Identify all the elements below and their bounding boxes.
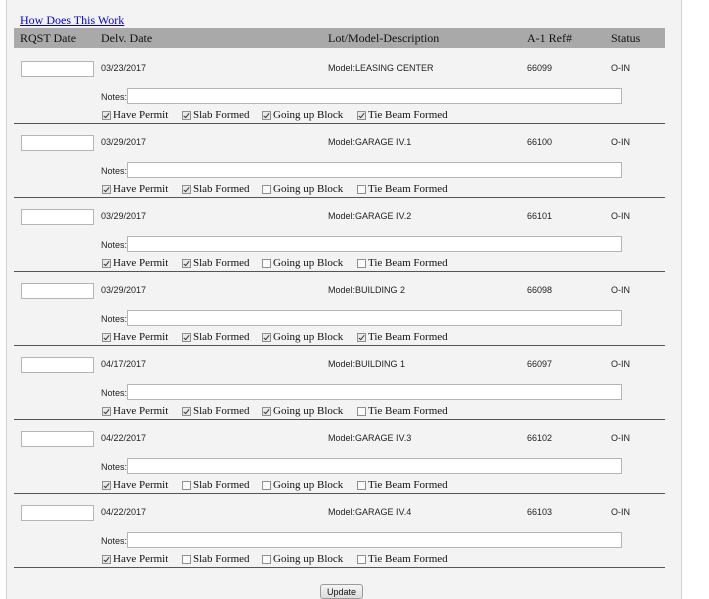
table-row xyxy=(14,272,665,346)
checkbox-label: Tie Beam Formed xyxy=(368,257,448,269)
ref-cell: 66097 xyxy=(527,359,553,369)
delv-date-cell: 04/22/2017 xyxy=(101,507,147,517)
unchecked-box-icon[interactable] xyxy=(182,481,191,490)
delv-date-cell: 03/23/2017 xyxy=(101,63,147,73)
notes-label: Notes: xyxy=(101,388,128,398)
unchecked-box-icon[interactable] xyxy=(357,259,366,268)
checkbox-label: Going up Block xyxy=(273,553,344,565)
col-lot-model: Lot/Model-Description xyxy=(328,31,440,45)
model-cell: Model:GARAGE IV.3 xyxy=(328,433,412,443)
notes-input[interactable] xyxy=(127,458,622,474)
status-cell: O-IN xyxy=(611,211,630,221)
delv-date-cell: 03/29/2017 xyxy=(101,137,147,147)
delv-date-cell: 04/22/2017 xyxy=(101,433,147,443)
table-row xyxy=(14,124,665,198)
col-ref: A-1 Ref# xyxy=(527,31,572,45)
delv-date-cell: 03/29/2017 xyxy=(101,285,147,295)
ref-cell: 66098 xyxy=(527,285,553,295)
checkbox-label: Have Permit xyxy=(113,183,169,195)
checkbox-label: Slab Formed xyxy=(193,553,250,565)
update-button[interactable]: Update xyxy=(320,584,363,599)
ref-cell: 66101 xyxy=(527,211,553,221)
ref-cell: 66100 xyxy=(527,137,553,147)
checked-box-icon[interactable] xyxy=(182,185,191,194)
going-up-block-checkbox[interactable] xyxy=(262,109,357,121)
checkbox-label: Going up Block xyxy=(273,109,344,121)
model-cell: Model:GARAGE IV.2 xyxy=(328,211,412,221)
table-row xyxy=(14,420,665,494)
rqst-date-input[interactable] xyxy=(21,135,94,151)
checkbox-label: Have Permit xyxy=(113,109,169,121)
checkbox-label: Tie Beam Formed xyxy=(368,183,448,195)
unchecked-box-icon[interactable] xyxy=(357,185,366,194)
delv-date-cell: 04/17/2017 xyxy=(101,359,147,369)
col-rqst-date: RQST Date xyxy=(20,31,77,45)
going-up-block-checkbox[interactable] xyxy=(262,257,357,269)
notes-input[interactable] xyxy=(127,532,622,548)
table-row xyxy=(14,346,665,420)
table-row xyxy=(14,494,665,568)
notes-input[interactable] xyxy=(127,162,622,178)
have-permit-checkbox[interactable] xyxy=(102,553,182,565)
going-up-block-checkbox[interactable] xyxy=(262,331,357,343)
checkbox-label: Tie Beam Formed xyxy=(368,331,448,343)
have-permit-checkbox[interactable] xyxy=(102,109,182,121)
notes-label: Notes: xyxy=(101,462,128,472)
checkbox-label: Slab Formed xyxy=(193,109,250,121)
tie-beam-formed-checkbox[interactable] xyxy=(357,183,457,195)
tie-beam-formed-checkbox[interactable] xyxy=(357,405,457,417)
checked-box-icon[interactable] xyxy=(182,259,191,268)
checked-box-icon[interactable] xyxy=(262,407,271,416)
slab-formed-checkbox[interactable] xyxy=(182,183,262,195)
checkbox-label: Have Permit xyxy=(113,405,169,417)
status-cell: O-IN xyxy=(611,63,630,73)
going-up-block-checkbox[interactable] xyxy=(262,405,357,417)
rqst-date-input[interactable] xyxy=(21,431,94,447)
row-divider xyxy=(14,567,665,568)
unchecked-box-icon[interactable] xyxy=(357,481,366,490)
delv-date-cell: 03/29/2017 xyxy=(101,211,147,221)
checked-box-icon[interactable] xyxy=(182,407,191,416)
table-row xyxy=(14,198,665,272)
checked-box-icon[interactable] xyxy=(102,259,111,268)
status-checkboxes xyxy=(102,478,457,492)
checked-box-icon[interactable] xyxy=(262,333,271,342)
status-cell: O-IN xyxy=(611,137,630,147)
slab-formed-checkbox[interactable] xyxy=(182,479,262,491)
notes-label: Notes: xyxy=(101,240,128,250)
rqst-date-input[interactable] xyxy=(21,505,94,521)
checkbox-label: Going up Block xyxy=(273,257,344,269)
unchecked-box-icon[interactable] xyxy=(262,259,271,268)
slab-formed-checkbox[interactable] xyxy=(182,553,262,565)
notes-input[interactable] xyxy=(127,384,622,400)
slab-formed-checkbox[interactable] xyxy=(182,257,262,269)
have-permit-checkbox[interactable] xyxy=(102,331,182,343)
tie-beam-formed-checkbox[interactable] xyxy=(357,553,457,565)
have-permit-checkbox[interactable] xyxy=(102,405,182,417)
status-checkboxes xyxy=(102,182,457,196)
rqst-date-input[interactable] xyxy=(21,357,94,373)
checkbox-label: Slab Formed xyxy=(193,183,250,195)
status-cell: O-IN xyxy=(611,433,630,443)
checkbox-label: Going up Block xyxy=(273,183,344,195)
status-checkboxes xyxy=(102,108,457,122)
unchecked-box-icon[interactable] xyxy=(262,555,271,564)
checkbox-label: Have Permit xyxy=(113,331,169,343)
checkbox-label: Going up Block xyxy=(273,479,344,491)
checked-box-icon[interactable] xyxy=(102,185,111,194)
notes-input[interactable] xyxy=(127,88,622,104)
going-up-block-checkbox[interactable] xyxy=(262,553,357,565)
checkbox-label: Have Permit xyxy=(113,257,169,269)
rqst-date-input[interactable] xyxy=(21,209,94,225)
going-up-block-checkbox[interactable] xyxy=(262,183,357,195)
checkbox-label: Tie Beam Formed xyxy=(368,553,448,565)
status-cell: O-IN xyxy=(611,285,630,295)
unchecked-box-icon[interactable] xyxy=(262,481,271,490)
have-permit-checkbox[interactable] xyxy=(102,479,182,491)
rqst-date-input[interactable] xyxy=(21,283,94,299)
notes-label: Notes: xyxy=(101,314,128,324)
checked-box-icon[interactable] xyxy=(102,333,111,342)
checkbox-label: Have Permit xyxy=(113,479,169,491)
going-up-block-checkbox[interactable] xyxy=(262,479,357,491)
checked-box-icon[interactable] xyxy=(182,111,191,120)
tie-beam-formed-checkbox[interactable] xyxy=(357,479,457,491)
ref-cell: 66103 xyxy=(527,507,553,517)
checked-box-icon[interactable] xyxy=(357,333,366,342)
checked-box-icon[interactable] xyxy=(102,407,111,416)
slab-formed-checkbox[interactable] xyxy=(182,405,262,417)
notes-label: Notes: xyxy=(101,536,128,546)
checkbox-label: Going up Block xyxy=(273,405,344,417)
notes-label: Notes: xyxy=(101,166,128,176)
unchecked-box-icon[interactable] xyxy=(357,555,366,564)
model-cell: Model:BUILDING 1 xyxy=(328,359,406,369)
checkbox-label: Slab Formed xyxy=(193,479,250,491)
ref-cell: 66099 xyxy=(527,63,553,73)
table-row xyxy=(14,50,665,124)
col-status: Status xyxy=(611,31,641,45)
tie-beam-formed-checkbox[interactable] xyxy=(357,331,457,343)
have-permit-checkbox[interactable] xyxy=(102,183,182,195)
tie-beam-formed-checkbox[interactable] xyxy=(357,257,457,269)
notes-input[interactable] xyxy=(127,310,622,326)
status-cell: O-IN xyxy=(611,359,630,369)
checked-box-icon[interactable] xyxy=(102,481,111,490)
checked-box-icon[interactable] xyxy=(182,333,191,342)
status-checkboxes xyxy=(102,330,457,344)
notes-label: Notes: xyxy=(101,92,128,102)
model-cell: Model:GARAGE IV.4 xyxy=(328,507,412,517)
unchecked-box-icon[interactable] xyxy=(262,185,271,194)
how-does-this-work-link[interactable]: How Does This Work xyxy=(20,13,125,27)
ref-cell: 66102 xyxy=(527,433,553,443)
unchecked-box-icon[interactable] xyxy=(357,407,366,416)
status-checkboxes xyxy=(102,404,457,418)
checkbox-label: Slab Formed xyxy=(193,331,250,343)
model-cell: Model:BUILDING 2 xyxy=(328,285,406,295)
tie-beam-formed-checkbox[interactable] xyxy=(357,109,457,121)
status-cell: O-IN xyxy=(611,507,630,517)
checkbox-label: Going up Block xyxy=(273,331,344,343)
checkbox-label: Tie Beam Formed xyxy=(368,479,448,491)
model-cell: Model:GARAGE IV.1 xyxy=(328,137,412,147)
checked-box-icon[interactable] xyxy=(357,111,366,120)
checkbox-label: Slab Formed xyxy=(193,257,250,269)
checked-box-icon[interactable] xyxy=(102,555,111,564)
notes-input[interactable] xyxy=(127,236,622,252)
unchecked-box-icon[interactable] xyxy=(182,555,191,564)
model-cell: Model:LEASING CENTER xyxy=(328,63,434,73)
status-checkboxes xyxy=(102,552,457,566)
checked-box-icon[interactable] xyxy=(262,111,271,120)
table-header xyxy=(14,28,665,48)
checkbox-label: Tie Beam Formed xyxy=(368,109,448,121)
status-checkboxes xyxy=(102,256,457,270)
checkbox-label: Have Permit xyxy=(113,553,169,565)
col-delv-date: Delv. Date xyxy=(101,31,153,45)
slab-formed-checkbox[interactable] xyxy=(182,109,262,121)
have-permit-checkbox[interactable] xyxy=(102,257,182,269)
checkbox-label: Tie Beam Formed xyxy=(368,405,448,417)
checked-box-icon[interactable] xyxy=(102,111,111,120)
checkbox-label: Slab Formed xyxy=(193,405,250,417)
rqst-date-input[interactable] xyxy=(21,61,94,77)
slab-formed-checkbox[interactable] xyxy=(182,331,262,343)
